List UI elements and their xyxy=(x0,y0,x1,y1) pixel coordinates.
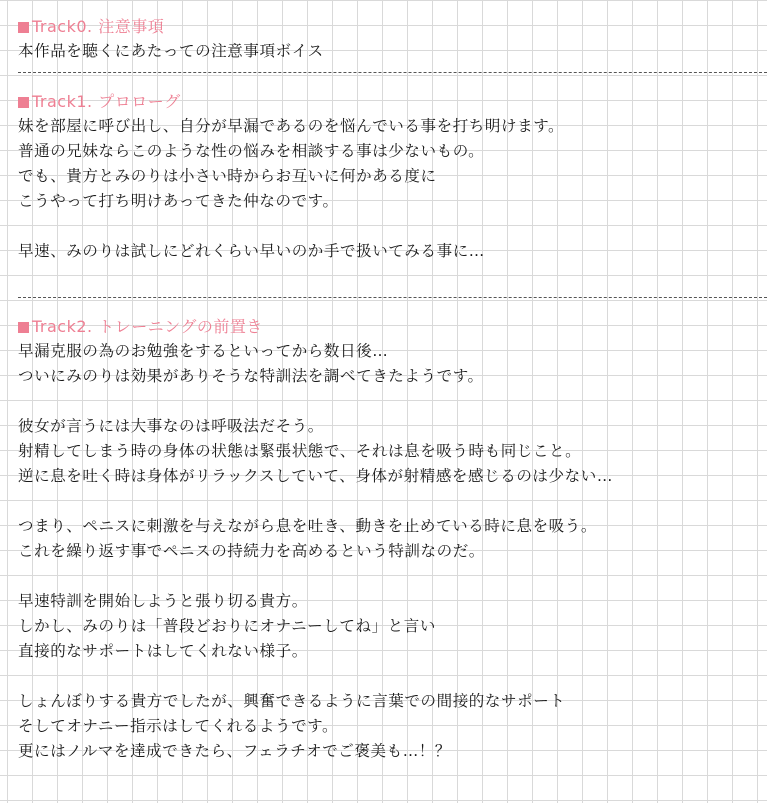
blank-line xyxy=(18,389,753,414)
track-1-line-3: でも、貴方とみのりは小さい時からお互いに何かある度に xyxy=(18,167,437,185)
track-2-line-2: ついにみのりは効果がありそうな特訓法を調べてきたようです。 xyxy=(18,367,484,385)
track-2-line-15: しょんぼりする貴方でしたが、興奮できるように言葉での間接的なサポート xyxy=(18,692,566,710)
track-2-section xyxy=(18,314,753,764)
track-0-heading xyxy=(18,14,753,39)
track-1-line-6: 早速、みのりは試しにどれくらい早いのか手で扱いてみる事に… xyxy=(18,242,485,260)
track-1-line-2: 普通の兄妹ならこのような性の悩みを相談する事は少ないもの。 xyxy=(18,142,485,160)
track-2-line-6: 逆に息を吐く時は身体がリラックスしていて、身体が射精感を感じるのは少ない… xyxy=(18,467,613,485)
track-0-line-1: 本作品を聴くにあたっての注意事項ボイス xyxy=(18,42,324,60)
pink-square-icon xyxy=(18,97,29,108)
pink-square-icon xyxy=(18,22,29,33)
blank-line xyxy=(18,664,753,689)
track-2-line-16: そしてオナニー指示はしてくれるようです。 xyxy=(18,717,339,735)
track-2-line-8: つまり、ペニスに刺激を与えながら息を吐き、動きを止めている時に息を吸う。 xyxy=(18,517,597,535)
track-2-line-5: 射精してしまう時の身体の状態は緊張状態で、それは息を吸う時も同じこと。 xyxy=(18,442,582,460)
track-2-line-1: 早漏克服の為のお勉強をするといってから数日後… xyxy=(18,342,389,360)
track-2-line-11: 早速特訓を開始しようと張り切る貴方。 xyxy=(18,592,308,610)
track-0-title: Track0. 注意事項 xyxy=(32,17,165,36)
track-1-title: Track1. プロローグ xyxy=(32,92,181,111)
track-0-section xyxy=(18,14,753,64)
section-divider xyxy=(18,66,753,80)
track-2-line-4: 彼女が言うには大事なのは呼吸法だそう。 xyxy=(18,417,324,435)
track-1-line-1: 妹を部屋に呼び出し、自分が早漏であるのを悩んでいる事を打ち明けます。 xyxy=(18,117,565,135)
track-2-line-13: 直接的なサポートはしてくれない様子。 xyxy=(18,642,308,660)
section-divider xyxy=(18,291,753,305)
pink-square-icon xyxy=(18,322,29,333)
track-2-line-9: これを繰り返す事でペニスの持続力を高めるという特訓なのだ。 xyxy=(18,542,485,560)
track-2-line-17: 更にはノルマを達成できたら、フェラチオでご褒美も…！？ xyxy=(18,742,451,760)
blank-line xyxy=(18,264,753,289)
blank-line xyxy=(18,214,753,239)
track-2-heading xyxy=(18,314,753,339)
track-list xyxy=(18,14,753,764)
blank-line xyxy=(18,489,753,514)
track-2-title: Track2. トレーニングの前置き xyxy=(32,317,263,336)
track-2-line-12: しかし、みのりは「普段どおりにオナニーしてね」と言い xyxy=(18,617,436,635)
blank-line xyxy=(18,564,753,589)
track-1-line-4: こうやって打ち明けあってきた仲なのです。 xyxy=(18,192,339,210)
track-1-heading xyxy=(18,89,753,114)
track-1-section xyxy=(18,89,753,289)
